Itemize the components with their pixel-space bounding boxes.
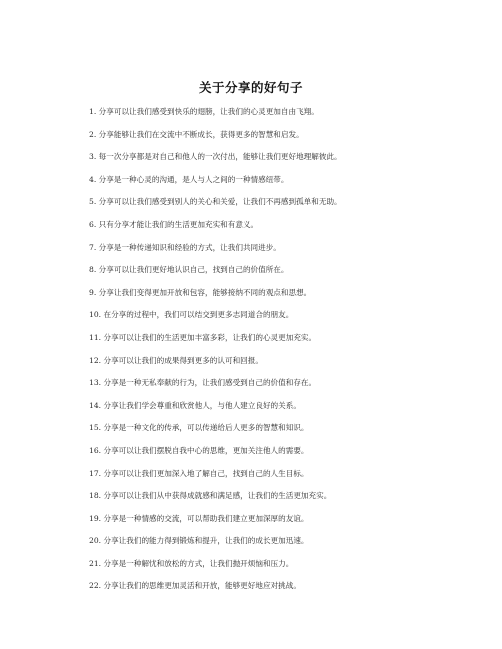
list-item: 22. 分享让我们的思维更加灵活和开放，能够更好地应对挑战。 <box>89 581 301 591</box>
list-item: 10. 在分享的过程中，我们可以结交到更多志同道合的朋友。 <box>89 310 294 320</box>
list-item: 14. 分享让我们学会尊重和欣赏他人，与他人建立良好的关系。 <box>89 400 301 410</box>
list-item: 11. 分享可以让我们的生活更加丰富多彩，让我们的心灵更加充实。 <box>89 332 317 342</box>
list-item: 1. 分享可以让我们感受到快乐的翅膀，让我们的心灵更加自由飞翔。 <box>89 107 319 116</box>
list-item: 13. 分享是一种无私奉献的行为，让我们感受到自己的价值和存在。 <box>89 378 317 388</box>
list-item: 7. 分享是一种传递知识和经验的方式，让我们共同进步。 <box>89 242 281 252</box>
list-item: 8. 分享可以让我们更好地认识自己，找到自己的价值所在。 <box>89 265 289 275</box>
list-item: 20. 分享让我们的能力得到锻炼和提升，让我们的成长更加迅速。 <box>89 536 309 546</box>
list-item: 18. 分享可以让我们从中获得成就感和满足感，让我们的生活更加充实。 <box>89 491 332 501</box>
list-item: 17. 分享可以让我们更加深入地了解自己，找到自己的人生目标。 <box>89 468 309 478</box>
list-item: 6. 只有分享才能让我们的生活更加充实和有意义。 <box>89 219 259 229</box>
list-item: 12. 分享可以让我们的成果得到更多的认可和回报。 <box>89 355 263 365</box>
list-item: 3. 每一次分享都是对自己和他人的一次付出，能够让我们更好地理解彼此。 <box>89 152 342 162</box>
list-item: 5. 分享可以让我们感受到别人的关心和关爱，让我们不再感到孤单和无助。 <box>89 197 342 207</box>
list-item: 19. 分享是一种情感的交流，可以帮助我们建立更加深厚的友谊。 <box>89 513 309 523</box>
sentence-list <box>89 105 489 602</box>
document-title: 关于分享的好句子 <box>198 80 303 95</box>
list-item: 16. 分享可以让我们摆脱自我中心的思维，更加关注他人的需要。 <box>89 445 309 455</box>
list-item: 9. 分享让我们变得更加开放和包容，能够接纳不同的观点和思想。 <box>89 287 312 297</box>
list-item: 15. 分享是一种文化的传承，可以传递给后人更多的智慧和知识。 <box>89 423 309 433</box>
list-item: 4. 分享是一种心灵的沟通，是人与人之间的一种情感纽带。 <box>89 174 289 184</box>
list-item: 21. 分享是一种解忧和放松的方式，让我们抛开烦恼和压力。 <box>89 558 294 568</box>
list-item: 2. 分享能够让我们在交流中不断成长，获得更多的智慧和启发。 <box>89 129 304 139</box>
